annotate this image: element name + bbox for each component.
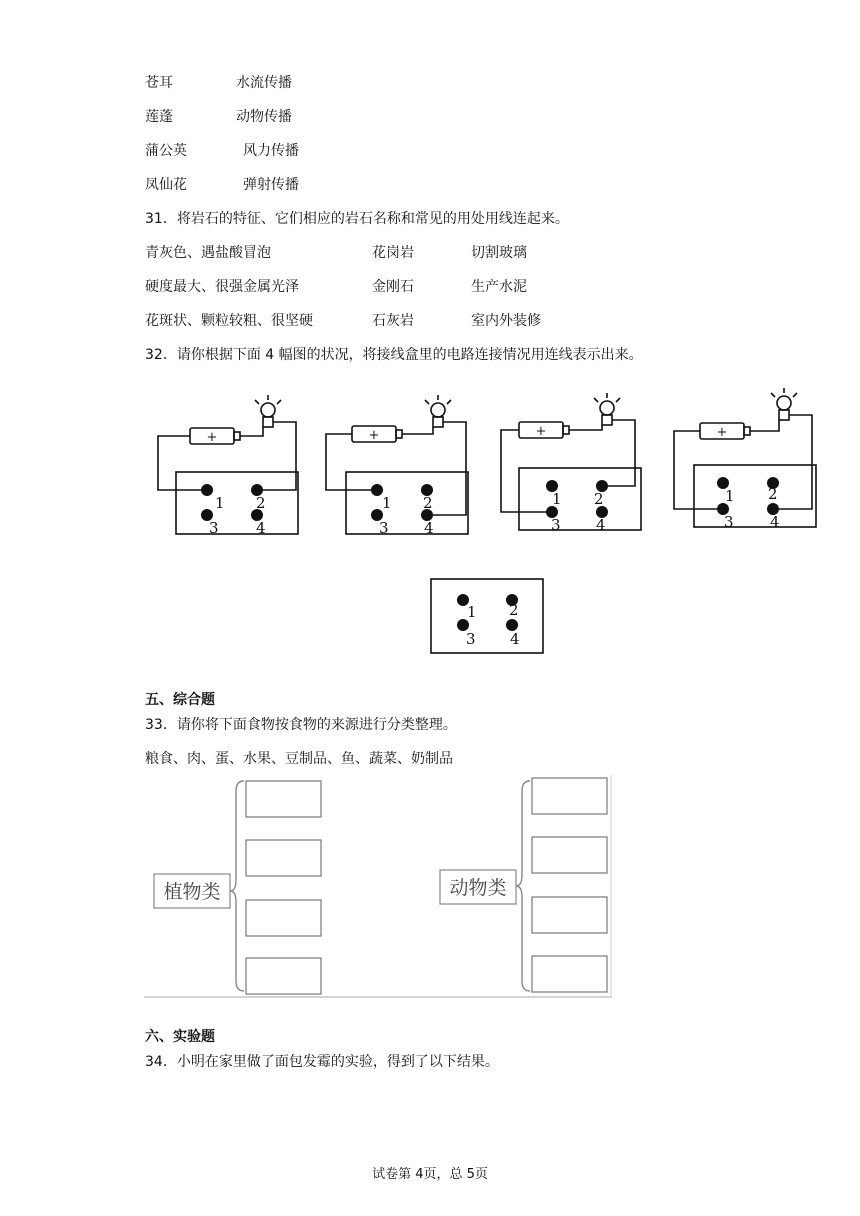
plant-answer-box-1 <box>246 781 321 817</box>
terminal-label-3: 3 <box>379 519 389 537</box>
terminal-label-4: 4 <box>424 519 434 537</box>
battery-plus-label: + <box>206 430 218 445</box>
terminal-label-2: 2 <box>423 494 433 512</box>
terminal-label-1: 1 <box>725 487 735 505</box>
plant-category-label: 植物类 <box>163 881 221 903</box>
terminal-label-3: 3 <box>466 630 476 648</box>
terminal-label-1: 1 <box>467 603 477 621</box>
battery-plus-label: + <box>716 425 728 440</box>
seed-method-4: 弹射传播 <box>243 177 299 193</box>
circuit-diagram-1 <box>150 390 310 540</box>
seed-plant-2: 莲蓬 <box>145 109 173 125</box>
animal-answer-box-1 <box>532 778 607 814</box>
food-list: 粮食、肉、蛋、水果、豆制品、鱼、蔬菜、奶制品 <box>145 751 453 767</box>
seed-plant-3: 蒲公英 <box>145 143 187 159</box>
terminal-label-4: 4 <box>770 513 780 531</box>
terminal-label-3: 3 <box>209 519 219 537</box>
battery-plus-label: + <box>535 424 547 439</box>
animal-answer-box-4 <box>532 956 607 992</box>
terminal-label-2: 2 <box>768 485 778 503</box>
rock-use-1: 切割玻璃 <box>471 245 527 261</box>
terminal-label-4: 4 <box>256 519 266 537</box>
terminal-label-2: 2 <box>256 494 266 512</box>
circuit-diagram-2 <box>320 390 480 540</box>
terminal-label-1: 1 <box>382 494 392 512</box>
plant-answer-box-2 <box>246 840 321 876</box>
circuit-diagram-4 <box>668 385 828 535</box>
plant-answer-box-4 <box>246 958 321 994</box>
rock-feature-1: 青灰色、遇盐酸冒泡 <box>145 245 271 261</box>
question-33: 33．请你将下面食物按食物的来源进行分类整理。 <box>145 717 457 733</box>
terminal-label-3: 3 <box>724 513 734 531</box>
food-classification-diagram <box>144 775 614 1000</box>
terminal-label-1: 1 <box>215 494 225 512</box>
seed-plant-4: 凤仙花 <box>145 177 187 193</box>
seed-method-2: 动物传播 <box>236 109 292 125</box>
section-6-title: 六、实验题 <box>145 1029 215 1045</box>
section-5-title: 五、综合题 <box>145 692 215 708</box>
rock-use-2: 生产水泥 <box>471 279 527 295</box>
animal-category-label: 动物类 <box>449 877 507 899</box>
terminal-label-2: 2 <box>594 490 604 508</box>
plant-answer-box-3 <box>246 900 321 936</box>
rock-name-1: 花岗岩 <box>372 245 414 261</box>
seed-method-3: 风力传播 <box>243 143 299 159</box>
rock-use-3: 室内外装修 <box>471 313 541 329</box>
animal-answer-box-3 <box>532 897 607 933</box>
rock-feature-2: 硬度最大、很强金属光泽 <box>145 279 299 295</box>
seed-method-1: 水流传播 <box>236 75 292 91</box>
rock-name-3: 石灰岩 <box>372 313 414 329</box>
battery-plus-label: + <box>368 428 380 443</box>
terminal-label-2: 2 <box>509 601 519 619</box>
terminal-label-4: 4 <box>510 630 520 648</box>
terminal-label-4: 4 <box>596 516 606 534</box>
terminal-label-1: 1 <box>552 490 562 508</box>
question-34: 34．小明在家里做了面包发霉的实验，得到了以下结果。 <box>145 1054 499 1070</box>
circuit-diagram-3 <box>495 388 655 538</box>
question-32: 32．请你根据下面 4 幅图的状况，将接线盒里的电路连接情况用连线表示出来。 <box>145 347 643 363</box>
seed-plant-1: 苍耳 <box>145 75 173 91</box>
rock-feature-3: 花斑状、颗粒较粗、很坚硬 <box>145 313 313 329</box>
terminal-label-3: 3 <box>551 516 561 534</box>
answer-junction-box <box>430 578 546 656</box>
animal-answer-box-2 <box>532 837 607 873</box>
question-31: 31．将岩石的特征、它们相应的岩石名称和常见的用处用线连起来。 <box>145 211 569 227</box>
rock-name-2: 金刚石 <box>372 279 414 295</box>
page-footer: 试卷第 4页，总 5页 <box>372 1167 488 1182</box>
